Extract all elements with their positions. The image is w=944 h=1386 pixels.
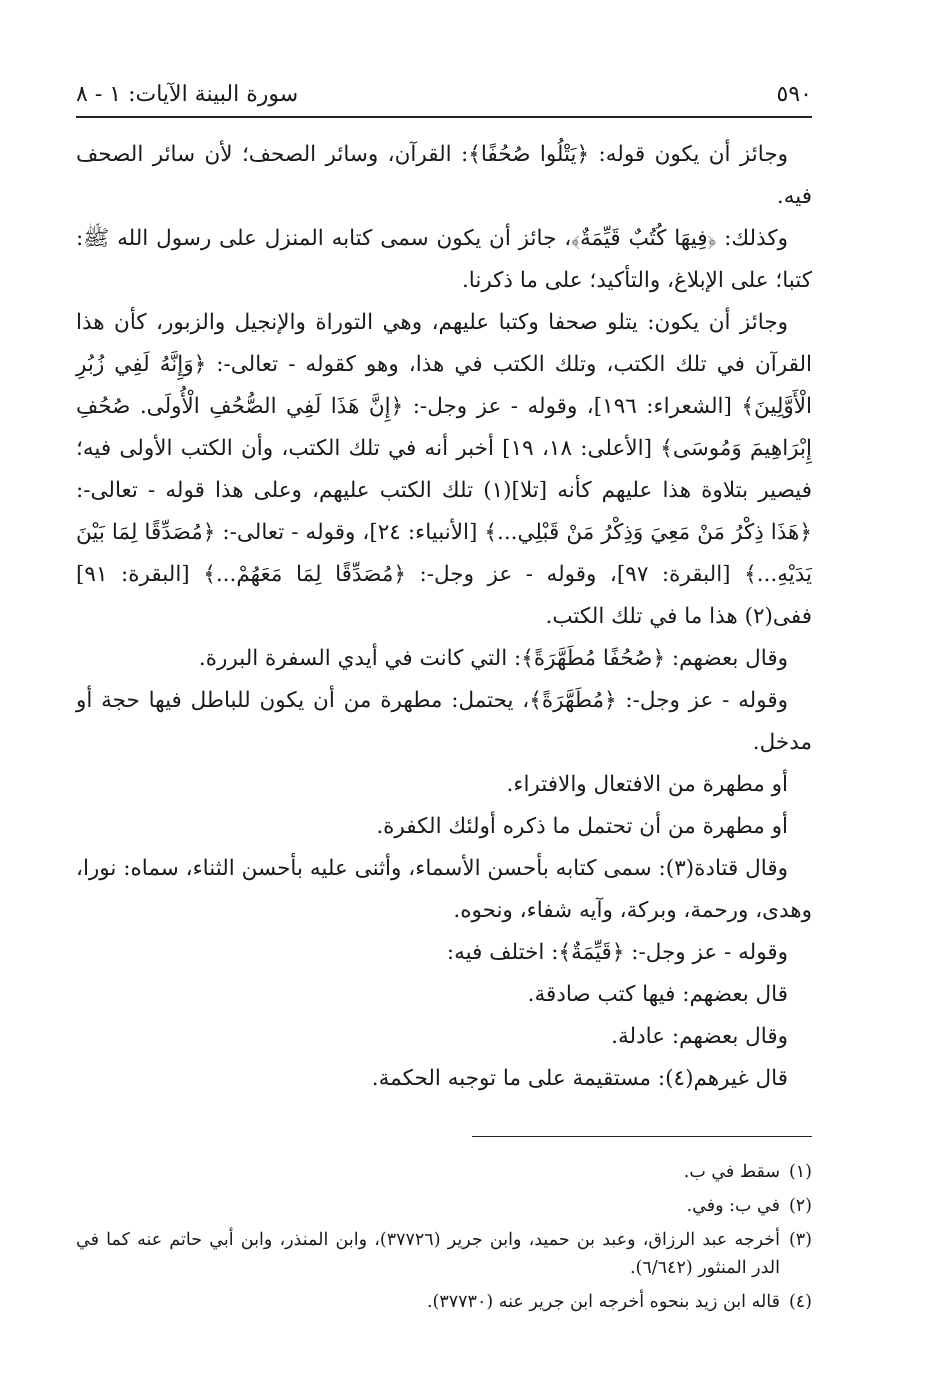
footnote-number: (١): [788, 1162, 812, 1182]
footnotes: [76, 1158, 812, 1322]
paragraph: وقال بعضهم: عادلة.: [611, 1024, 788, 1049]
footnote: [76, 1288, 812, 1316]
paragraph: وجائز أن يكون: يتلو صحفا وكتبا عليهم، وهي التوراة والإنجيل والزبور، كأن هذا القرآن في تلك الكتب، وتلك الكتب في هذا، وهو كقوله - تعالى-: ﴿وَإِنَّهُ لَفِي زُبُرِ الْأَوَّلِينَ﴾ [الشعراء: ١٩٦]، وقوله - عز وجل-: ﴿إِنَّ هَذَا لَفِي الصُّحُفِ الْأُولَى. صُحُفِ إِبْرَاهِيمَ وَمُوسَى﴾ [الأعلى: ١٨، ١٩] أخبر أنه في تلك الكتب، وأن الكتب الأولى فيه؛ فيصير بتلاوة هذا عليهم كأنه [تلا](١) تلك الكتب عليهم، وعلى هذا قوله - تعالى-: ﴿هَذَا ذِكْرُ مَنْ مَعِيَ وَذِكْرُ مَنْ قَبْلِي...﴾ [الأنبياء: ٢٤]، وقوله - تعالى-: ﴿مُصَدِّقًا لِمَا بَيْنَ يَدَيْهِ...﴾ [البقرة: ٩٧]، وقوله - عز وجل-: ﴿مُصَدِّقًا لِمَا مَعَهُمْ...﴾ [البقرة: ٩١] ففى(٢) هذا ما في تلك الكتب.: [76, 310, 812, 629]
footnote: [76, 1192, 812, 1220]
footnote-text: قاله ابن زيد بنحوه أخرجه ابن جرير عنه (٣٧٧٣٠).: [426, 1292, 780, 1312]
book-page: [76, 78, 812, 1312]
footnote-rule: [472, 1136, 812, 1137]
running-header: [76, 78, 812, 112]
paragraph: أو مطهرة من أن تحتمل ما ذكره أولئك الكفرة.: [376, 814, 788, 839]
header-rule: [76, 116, 812, 118]
footnote: [76, 1158, 812, 1186]
paragraph: وكذلك: ﴿فِيهَا كُتُبٌ قَيِّمَةٌ﴾، جائز أن يكون سمى كتابه المنزل على رسول الله ﷺ: كتبا؛ على الإبلاغ، والتأكيد؛ على ما ذكرنا.: [76, 226, 812, 293]
footnote-text: في ب: وفي.: [686, 1196, 780, 1216]
paragraph: وقوله - عز وجل-: ﴿مُطَهَّرَةً﴾، يحتمل: مطهرة من أن يكون للباطل فيها حجة أو مدخل.: [76, 688, 812, 755]
main-text: [76, 134, 812, 1100]
paragraph: وجائز أن يكون قوله: ﴿يَتْلُوا صُحُفًا﴾: القرآن، وسائر الصحف؛ لأن سائر الصحف فيه.: [76, 142, 812, 209]
paragraph: قال غيرهم(٤): مستقيمة على ما توجبه الحكمة.: [371, 1066, 788, 1091]
paragraph: وقوله - عز وجل-: ﴿قَيِّمَةٌ﴾: اختلف فيه:: [446, 940, 788, 965]
footnote-number: (٤): [788, 1292, 812, 1312]
footnote-text: أخرجه عبد الرزاق، وعبد بن حميد، وابن جرير (٣٧٧٢٦)، وابن المنذر، وابن أبي حاتم عنه كما في الدر المنثور (٦/٦٤٢).: [76, 1230, 780, 1278]
paragraph: وقال بعضهم: ﴿صُحُفًا مُطَهَّرَةً﴾: التي كانت في أيدي السفرة البررة.: [198, 646, 788, 671]
paragraph: وقال قتادة(٣): سمى كتابه بأحسن الأسماء، وأثنى عليه بأحسن الثناء، سماه: نورا، وهدى، ورحمة، وبركة، وآيه شفاء، ونحوه.: [76, 856, 812, 923]
paragraph: قال بعضهم: فيها كتب صادقة.: [527, 982, 788, 1007]
page-number: ٥٩٠: [776, 82, 812, 107]
footnote-number: (٣): [788, 1230, 812, 1250]
surah-title: سورة البينة الآيات: ١ - ٨: [76, 82, 299, 107]
paragraph: أو مطهرة من الافتعال والافتراء.: [506, 772, 788, 797]
footnote-number: (٢): [788, 1196, 812, 1216]
footnote: [76, 1226, 812, 1282]
footnote-text: سقط في ب.: [683, 1162, 780, 1182]
